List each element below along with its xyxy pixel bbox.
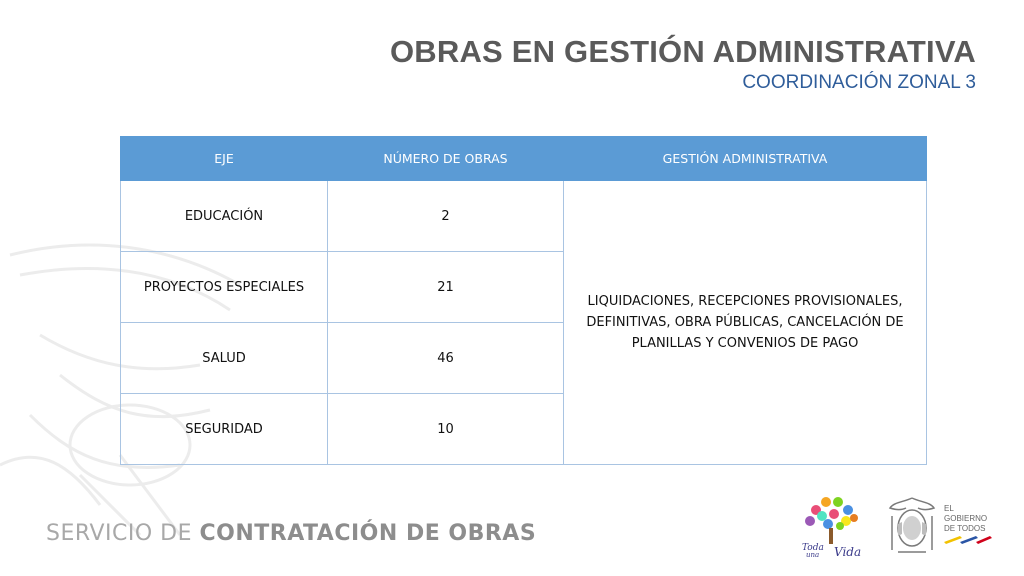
table-row	[121, 181, 927, 252]
gobierno-logo-text	[944, 504, 992, 547]
gov-color-stripe-icon	[944, 534, 992, 544]
cell-eje: SEGURIDAD	[121, 394, 328, 465]
page-subtitle: COORDINACIÓN ZONAL 3	[742, 72, 976, 93]
cell-numero: 21	[328, 252, 564, 323]
cell-gestion: LIQUIDACIONES, RECEPCIONES PROVISIONALES, DEFINITIVAS, OBRA PÚBLICAS, CANCELACIÓN DE PLANILLAS Y CONVENIOS DE PAGO	[564, 181, 927, 465]
page-header	[390, 34, 976, 95]
cell-numero: 10	[328, 394, 564, 465]
column-header-eje: EJE	[121, 137, 328, 181]
gov-line-3: DE TODOS	[944, 524, 986, 533]
footer-brand	[46, 521, 536, 546]
coat-of-arms-icon	[884, 494, 940, 560]
column-header-numero: NÚMERO DE OBRAS	[328, 137, 564, 181]
logo-tree-text-1: Toda	[802, 543, 824, 553]
gov-line-1: EL	[944, 504, 954, 513]
cell-numero: 2	[328, 181, 564, 252]
obras-table	[120, 136, 927, 465]
logo-tree-text-3: Vida	[834, 545, 862, 559]
footer-brand-thin: SERVICIO DE	[46, 521, 200, 546]
gov-line-2: GOBIERNO	[944, 514, 988, 523]
cell-eje: EDUCACIÓN	[121, 181, 328, 252]
cell-eje: SALUD	[121, 323, 328, 394]
table-header-row	[121, 137, 927, 181]
cell-eje: PROYECTOS ESPECIALES	[121, 252, 328, 323]
cell-numero: 46	[328, 323, 564, 394]
footer-brand-bold: CONTRATACIÓN DE OBRAS	[199, 521, 537, 546]
page-title: OBRAS EN GESTIÓN ADMINISTRATIVA	[389, 34, 976, 69]
column-header-gestion: GESTIÓN ADMINISTRATIVA	[564, 137, 927, 181]
toda-una-vida-logo-icon	[796, 490, 866, 560]
logo-tree-text-2: una	[806, 551, 820, 559]
